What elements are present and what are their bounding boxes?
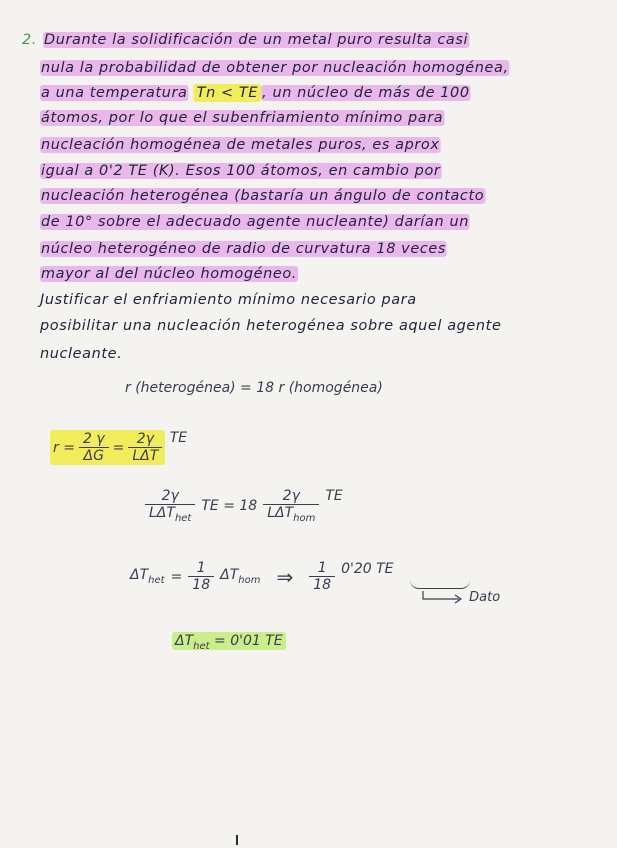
result-rhs: = 0'01 TE bbox=[214, 633, 283, 649]
eq2-den-1-sub: het bbox=[174, 513, 192, 524]
problem-text: a una temperatura bbox=[40, 85, 188, 101]
eq1-den-2: LΔT bbox=[132, 448, 159, 464]
eq3-mid: ΔT bbox=[220, 567, 239, 583]
eq3-num-2: 1 bbox=[309, 560, 335, 577]
problem-line-9 bbox=[40, 241, 603, 257]
eq1-frac-2 bbox=[128, 431, 162, 464]
eq3-den-1: 18 bbox=[192, 577, 211, 593]
result-lhs: ΔT bbox=[175, 633, 194, 649]
equation-radius bbox=[50, 430, 187, 465]
eq3-equals: = bbox=[170, 568, 183, 585]
problem-line-2 bbox=[40, 60, 603, 76]
dato-label: Dato bbox=[469, 590, 501, 605]
eq3-lhs: ΔT bbox=[130, 567, 149, 583]
problem-text: nucleante. bbox=[40, 346, 123, 362]
eq1-lhs: r = bbox=[53, 439, 75, 456]
eq3-frac-2 bbox=[309, 560, 335, 593]
eq3-lhs-sub: het bbox=[148, 575, 165, 586]
eq3-frac-1 bbox=[188, 560, 214, 593]
radius-relation: r (heterogénea) = 18 r (homogénea) bbox=[125, 380, 383, 396]
eq1-num-1: 2 γ bbox=[79, 431, 109, 448]
eq3-num-1: 1 bbox=[188, 560, 214, 577]
problem-text: nula la probabilidad de obtener por nucleación homogénea, bbox=[40, 60, 509, 76]
eq3-value: 0'20 TE bbox=[341, 560, 394, 577]
dato-annotation bbox=[421, 590, 500, 605]
page-mark bbox=[236, 835, 238, 845]
result-lhs-sub: het bbox=[193, 641, 210, 652]
eq3-mid-sub: hom bbox=[238, 575, 261, 586]
eq1-num-2: 2γ bbox=[128, 431, 162, 448]
problem-text: núcleo heterogéneo de radio de curvatura 18 veces bbox=[40, 241, 446, 257]
problem-text: mayor al del núcleo homogéneo. bbox=[40, 266, 297, 282]
implies-arrow-icon: ⇒ bbox=[276, 564, 294, 589]
eq2-mid: TE = 18 bbox=[201, 498, 258, 514]
problem-text: igual a 0'2 TE (K). Esos 100 átomos, en cambio por bbox=[40, 163, 441, 179]
equation-deltaT bbox=[130, 560, 393, 593]
final-result bbox=[172, 633, 286, 652]
problem-text: , un núcleo de más de 100 bbox=[262, 85, 470, 101]
problem-text: átomos, por lo que el subenfriamiento mínimo para bbox=[40, 110, 444, 126]
problem-text: Durante la solidificación de un metal puro resulta casi bbox=[43, 32, 469, 48]
eq2-te: TE bbox=[325, 488, 343, 504]
eq1-den-1: ΔG bbox=[83, 448, 104, 464]
underbrace-icon bbox=[410, 580, 470, 589]
equation-radius-highlight bbox=[50, 430, 165, 465]
eq2-frac-2 bbox=[263, 488, 319, 524]
eq1-equals: = bbox=[112, 439, 125, 456]
eq2-num-1: 2γ bbox=[145, 488, 195, 505]
problem-number: 2. bbox=[22, 32, 37, 48]
eq3-den-2: 18 bbox=[313, 577, 332, 593]
problem-line-13 bbox=[40, 346, 603, 362]
problem-line-7 bbox=[40, 188, 603, 204]
problem-text: nucleación homogénea de metales puros, es aprox bbox=[40, 137, 440, 153]
problem-text: Justificar el enfriamiento mínimo necesario para bbox=[40, 292, 417, 308]
problem-line-4 bbox=[40, 110, 603, 126]
final-result-highlight bbox=[172, 632, 286, 650]
problem-line-6 bbox=[40, 163, 603, 179]
equation-ratio bbox=[145, 488, 343, 524]
eq1-frac-1 bbox=[79, 431, 109, 464]
problem-text: de 10° sobre el adecuado agente nucleante) darían un bbox=[40, 214, 469, 230]
problem-text: nucleación heterogénea (bastaría un ángulo de contacto bbox=[40, 188, 485, 204]
eq2-den-2-sub: hom bbox=[293, 513, 316, 524]
problem-line-11 bbox=[40, 292, 603, 308]
eq2-frac-1 bbox=[145, 488, 195, 524]
problem-line-3 bbox=[40, 85, 603, 101]
problem-line-12 bbox=[40, 318, 603, 334]
eq2-num-2: 2γ bbox=[263, 488, 319, 505]
eq1-te: TE bbox=[169, 429, 188, 446]
eq2-den-1: LΔT bbox=[149, 505, 175, 521]
problem-line-8 bbox=[40, 214, 603, 230]
problem-line-10 bbox=[40, 266, 603, 282]
problem-line-1 bbox=[22, 32, 603, 48]
eq2-den-2: LΔT bbox=[267, 505, 294, 521]
problem-line-5 bbox=[40, 137, 603, 153]
problem-text: posibilitar una nucleación heterogénea sobre aquel agente bbox=[40, 318, 502, 334]
hook-arrow-icon bbox=[421, 591, 465, 605]
temperature-condition: Tn < TE bbox=[194, 84, 261, 102]
